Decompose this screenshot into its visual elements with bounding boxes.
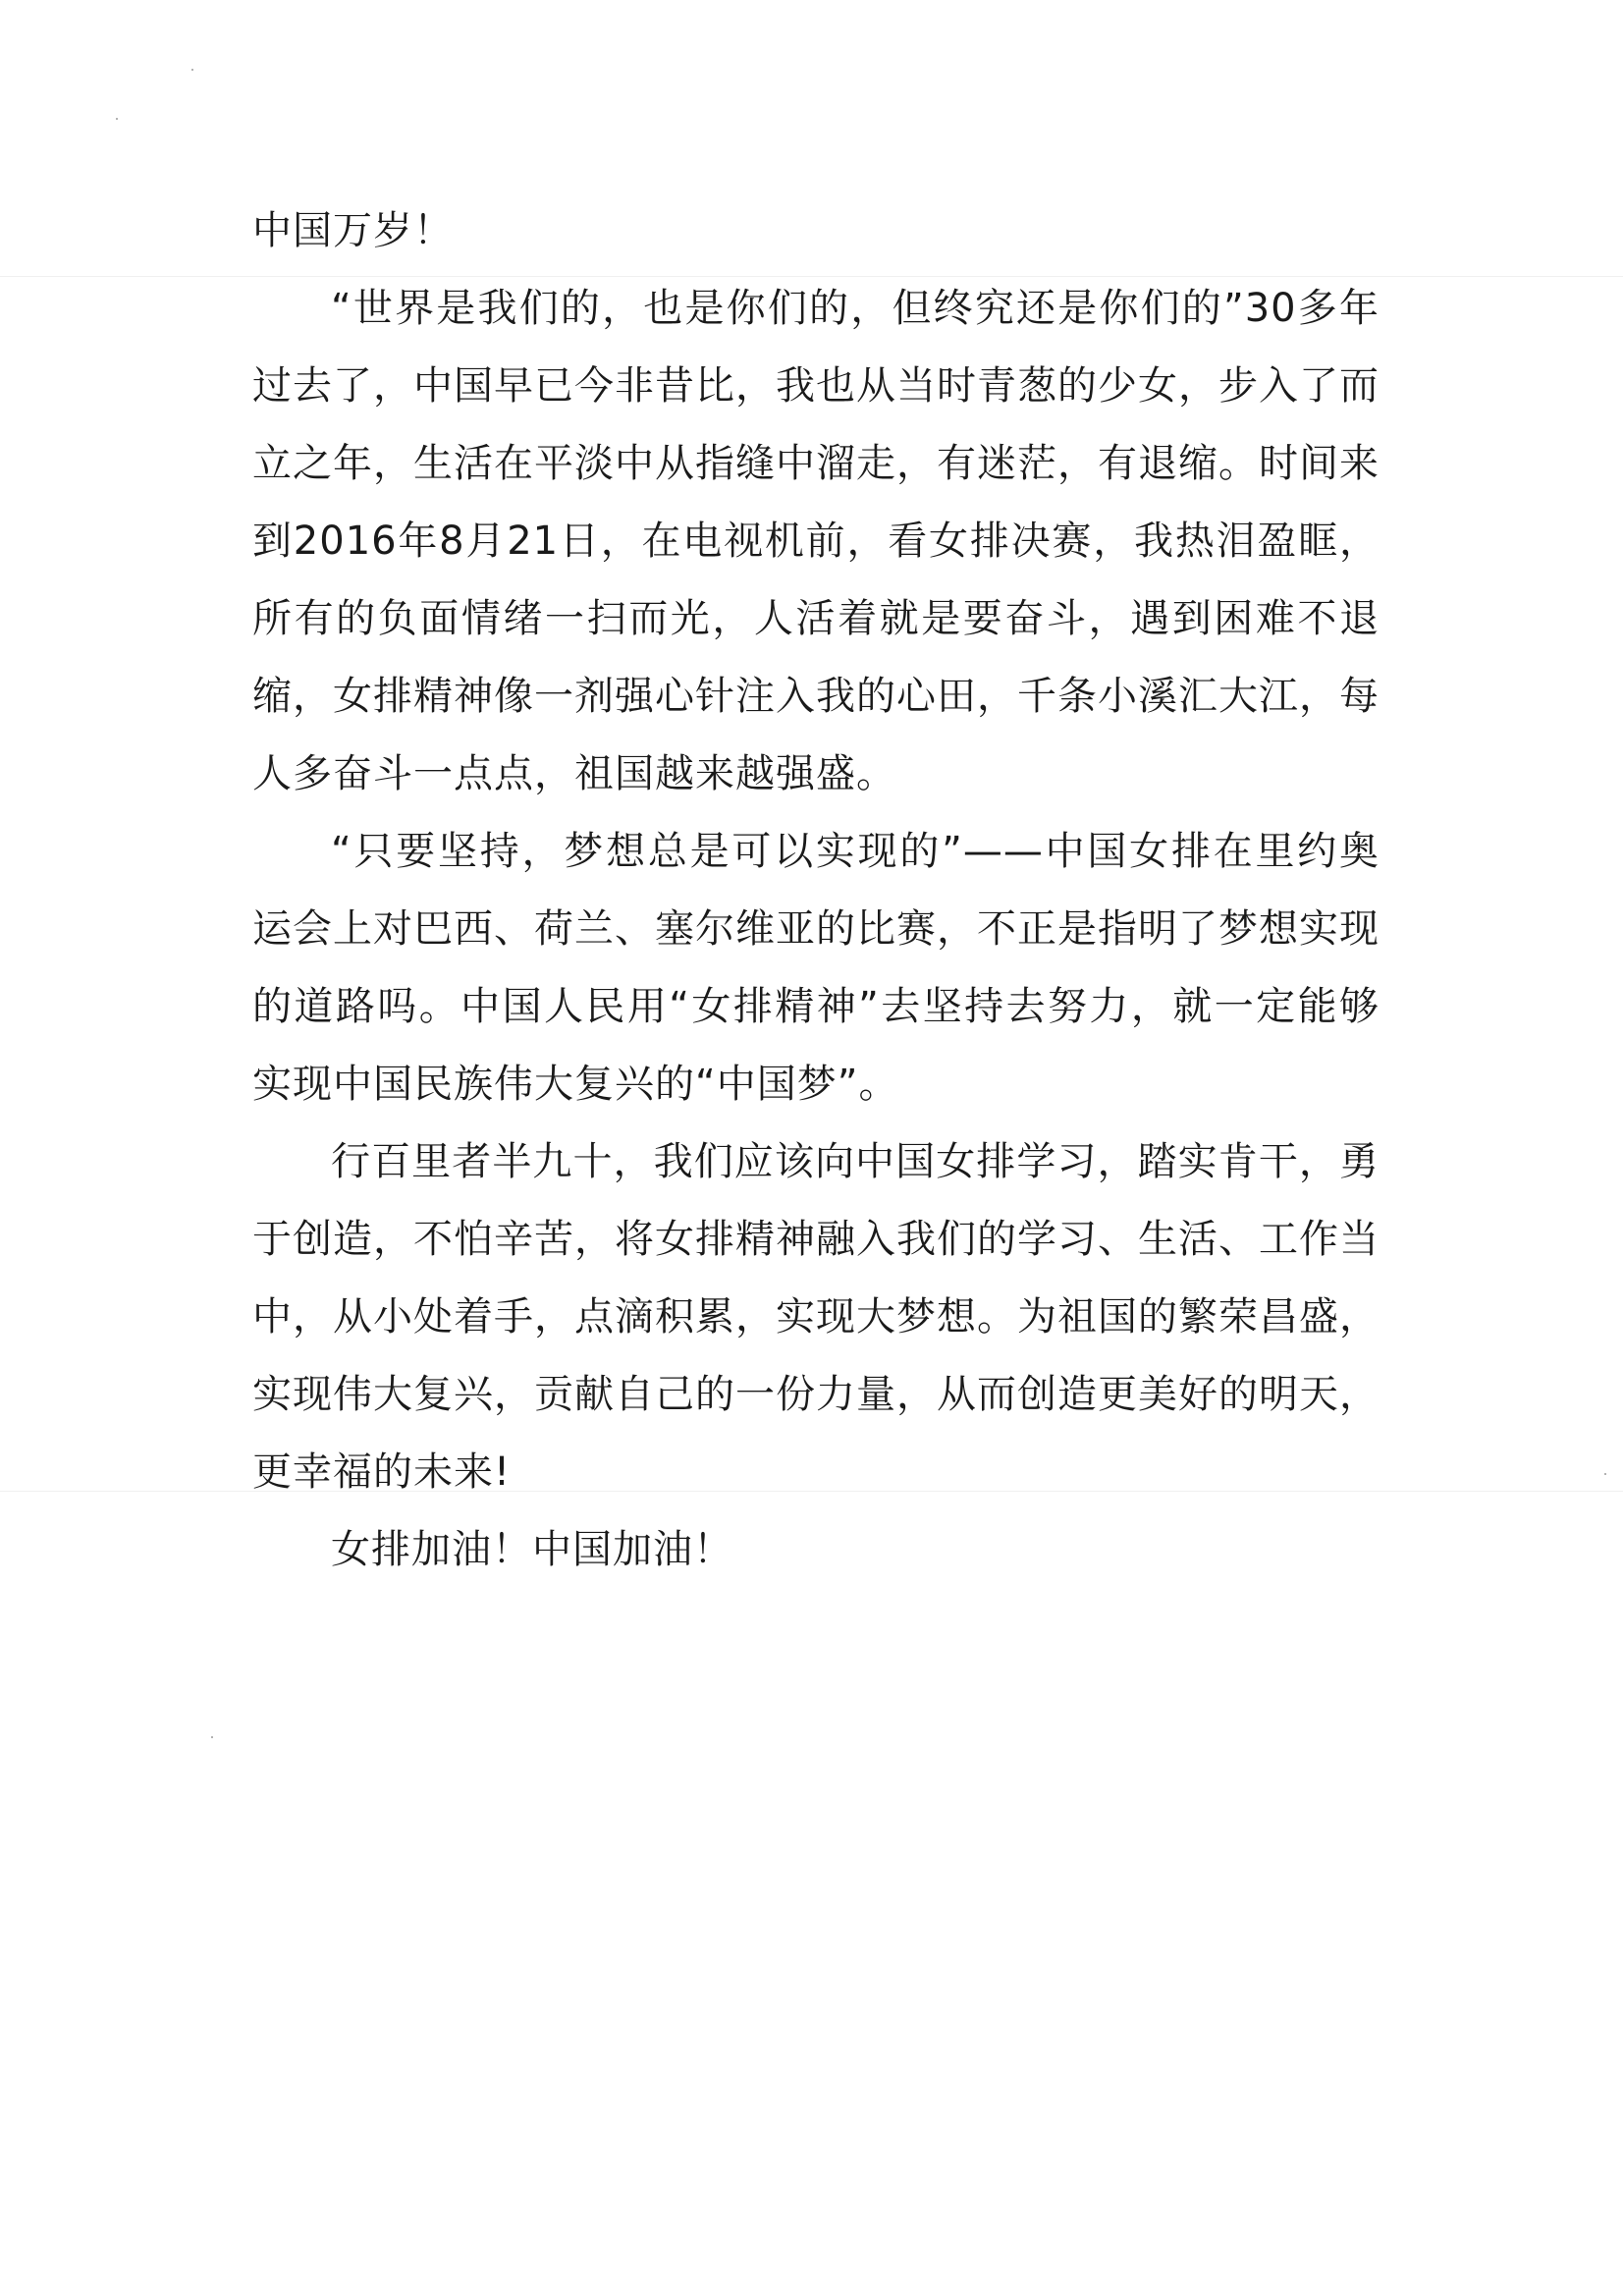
scan-speck: [211, 1736, 213, 1738]
document-body: [252, 192, 1380, 1589]
paragraph-2: “只要坚持，梦想总是可以实现的”——中国女排在里约奥运会上对巴西、荷兰、塞尔维亚的比赛，不正是指明了梦想实现的道路吗。中国人民用“女排精神”去坚持去努力，就一定能够实现中国民族伟大复兴的“中国梦”。: [252, 829, 1380, 1107]
scan-speck: [1604, 1473, 1606, 1475]
paragraph-1: “世界是我们的，也是你们的，但终究还是你们的”30多年过去了，中国早已今非昔比，我也从当时青葱的少女，步入了而立之年，生活在平淡中从指缝中溜走，有迷茫，有退缩。时间来到2016年8月21日，在电视机前，看女排决赛，我热泪盈眶，所有的负面情绪一扫而光，人活着就是要奋斗，遇到困难不退缩，女排精神像一剂强心针注入我的心田，千条小溪汇大江，每人多奋斗一点点，祖国越来越强盛。: [252, 286, 1380, 796]
opening-line: 中国万岁！: [252, 208, 454, 253]
paragraph-3: 行百里者半九十，我们应该向中国女排学习，踏实肯干，勇于创造，不怕辛苦，将女排精神融入我们的学习、生活、工作当中，从小处着手，点滴积累，实现大梦想。为祖国的繁荣昌盛，实现伟大复兴，贡献自己的一份力量，从而创造更美好的明天，更幸福的未来!: [252, 1139, 1380, 1495]
scan-speck: [116, 118, 118, 120]
scan-speck: [191, 69, 193, 71]
closing-line: 女排加油！中国加油！: [331, 1527, 733, 1572]
